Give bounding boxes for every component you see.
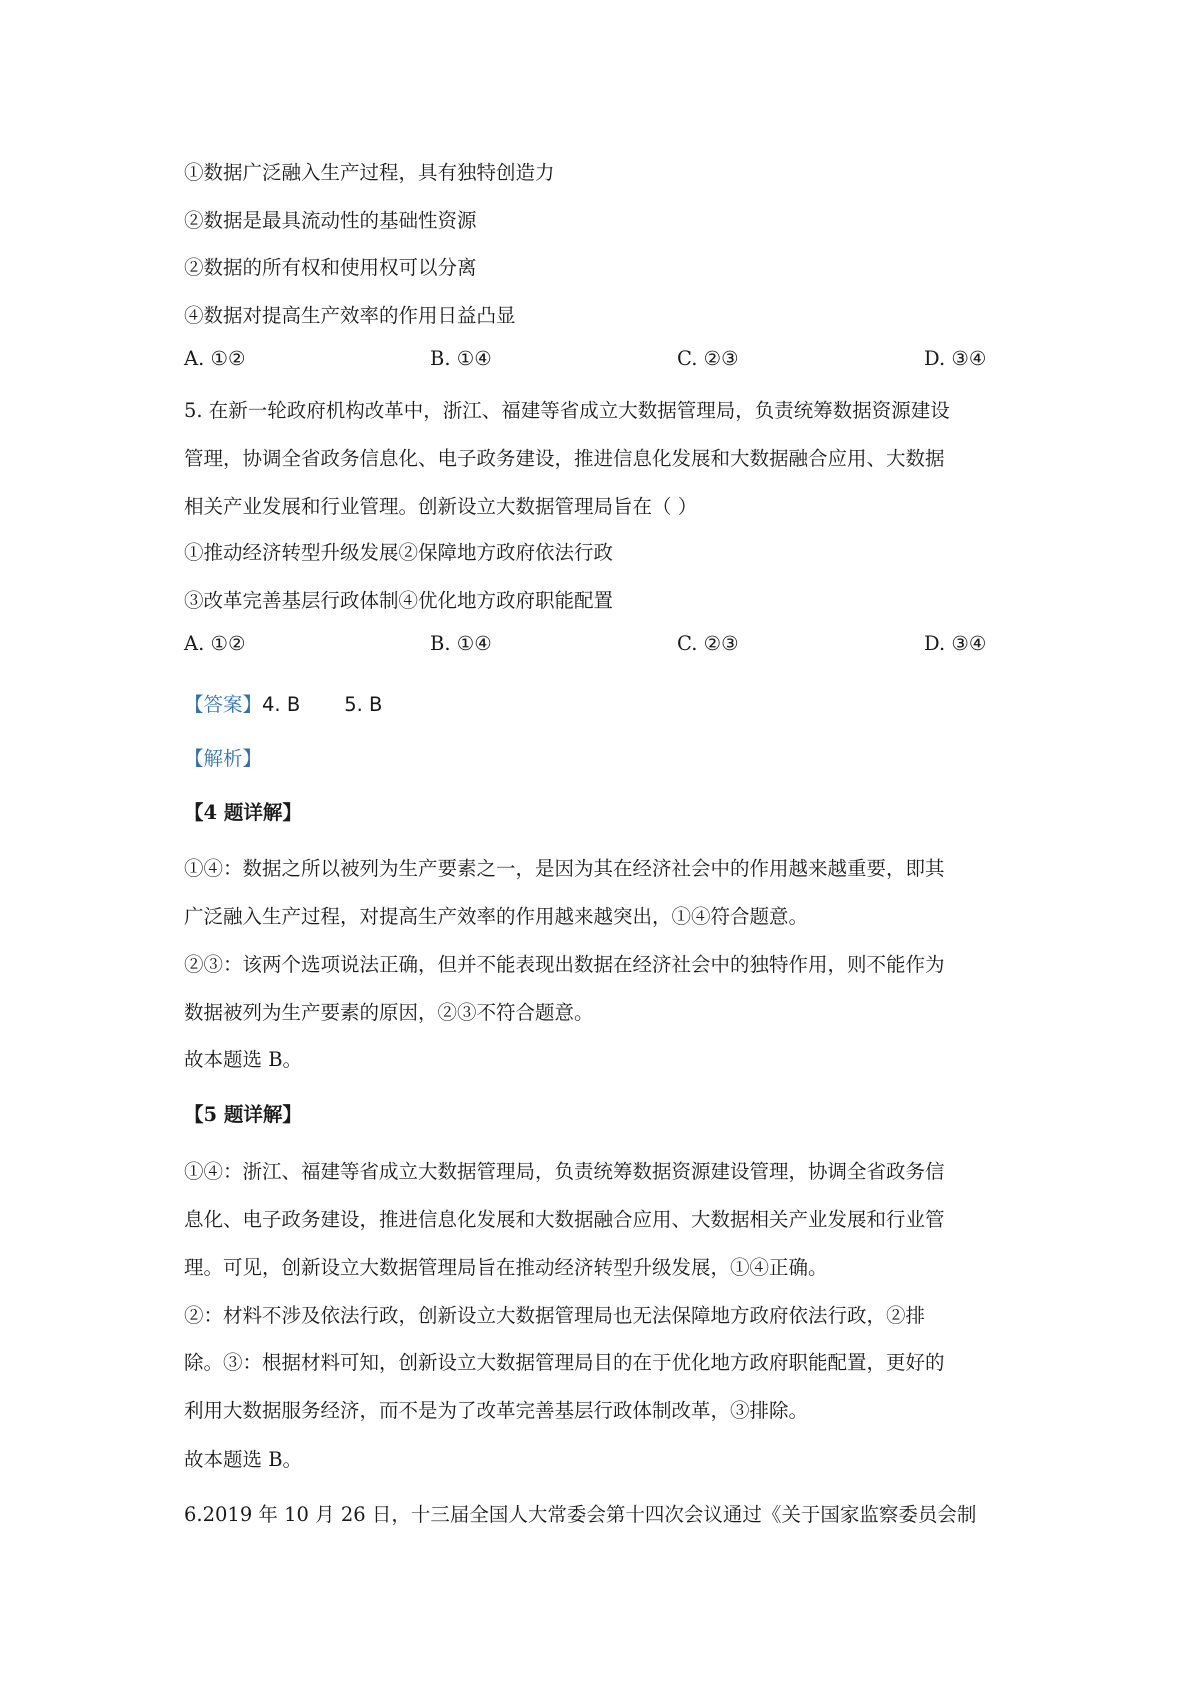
q5-option-b: B. ①④ [430,632,492,655]
detail4-line-1: ①④：数据之所以被列为生产要素之一，是因为其在经济社会中的作用越来越重要，即其 [184,857,945,880]
answer-5: 5. B [344,693,383,716]
detail4-line-4: 数据被列为生产要素的原因，②③不符合题意。 [184,1001,594,1024]
q4-option-b: B. ①④ [430,347,492,370]
detail4-line-5: 故本题选 B。 [184,1048,303,1071]
q5-line-3: 相关产业发展和行业管理。创新设立大数据管理局旨在（ ） [184,495,698,518]
analysis-label: 【解析】 [184,747,263,770]
detail5-heading: 【5 题详解】 [184,1103,302,1126]
q4-statement-4: ④数据对提高生产效率的作用日益凸显 [184,304,516,327]
detail5-line-4: ②：材料不涉及依法行政，创新设立大数据管理局也无法保障地方政府依法行政，②排 [184,1304,926,1327]
answer-4: 4. B [262,693,301,716]
detail5-line-6: 利用大数据服务经济，而不是为了改革完善基层行政体制改革，③排除。 [184,1399,809,1422]
q6-line-1: 6.2019 年 10 月 26 日，十三届全国人大常委会第十四次会议通过《关于国家监察委员会制 [184,1503,977,1526]
detail5-line-2: 息化、电子政务建设，推进信息化发展和大数据融合应用、大数据相关产业发展和行业管 [184,1208,945,1231]
q5-statement-1: ①推动经济转型升级发展②保障地方政府依法行政 [184,541,614,564]
q4-statement-1: ①数据广泛融入生产过程，具有独特创造力 [184,161,555,184]
detail5-line-7: 故本题选 B。 [184,1448,303,1471]
q5-options [184,632,1044,662]
q5-option-d: D. ③④ [924,632,987,655]
detail5-line-5: 除。③：根据材料可知，创新设立大数据管理局目的在于优化地方政府职能配置，更好的 [184,1351,945,1374]
answer-line [184,689,382,717]
detail4-line-3: ②③：该两个选项说法正确，但并不能表现出数据在经济社会中的独特作用，则不能作为 [184,953,945,976]
q5-line-1: 5. 在新一轮政府机构改革中，浙江、福建等省成立大数据管理局，负责统筹数据资源建设 [184,399,950,422]
q5-option-c: C. ②③ [677,632,739,655]
q5-statement-2: ③改革完善基层行政体制④优化地方政府职能配置 [184,589,614,612]
q5-option-a: A. ①② [184,632,246,655]
q4-option-a: A. ①② [184,347,246,370]
detail5-line-3: 理。可见，创新设立大数据管理局旨在推动经济转型升级发展，①④正确。 [184,1256,828,1279]
q4-options [184,347,1044,377]
q4-statement-3: ②数据的所有权和使用权可以分离 [184,256,477,279]
detail5-line-1: ①④：浙江、福建等省成立大数据管理局，负责统筹数据资源建设管理，协调全省政务信 [184,1160,945,1183]
q4-statement-2: ②数据是最具流动性的基础性资源 [184,209,477,232]
q5-line-2: 管理，协调全省政务信息化、电子政务建设，推进信息化发展和大数据融合应用、大数据 [184,447,945,470]
detail4-heading: 【4 题详解】 [184,801,302,824]
q4-option-c: C. ②③ [677,347,739,370]
q4-option-d: D. ③④ [924,347,987,370]
answer-label: 【答案】 [184,693,263,716]
detail4-line-2: 广泛融入生产过程，对提高生产效率的作用越来越突出，①④符合题意。 [184,905,809,928]
